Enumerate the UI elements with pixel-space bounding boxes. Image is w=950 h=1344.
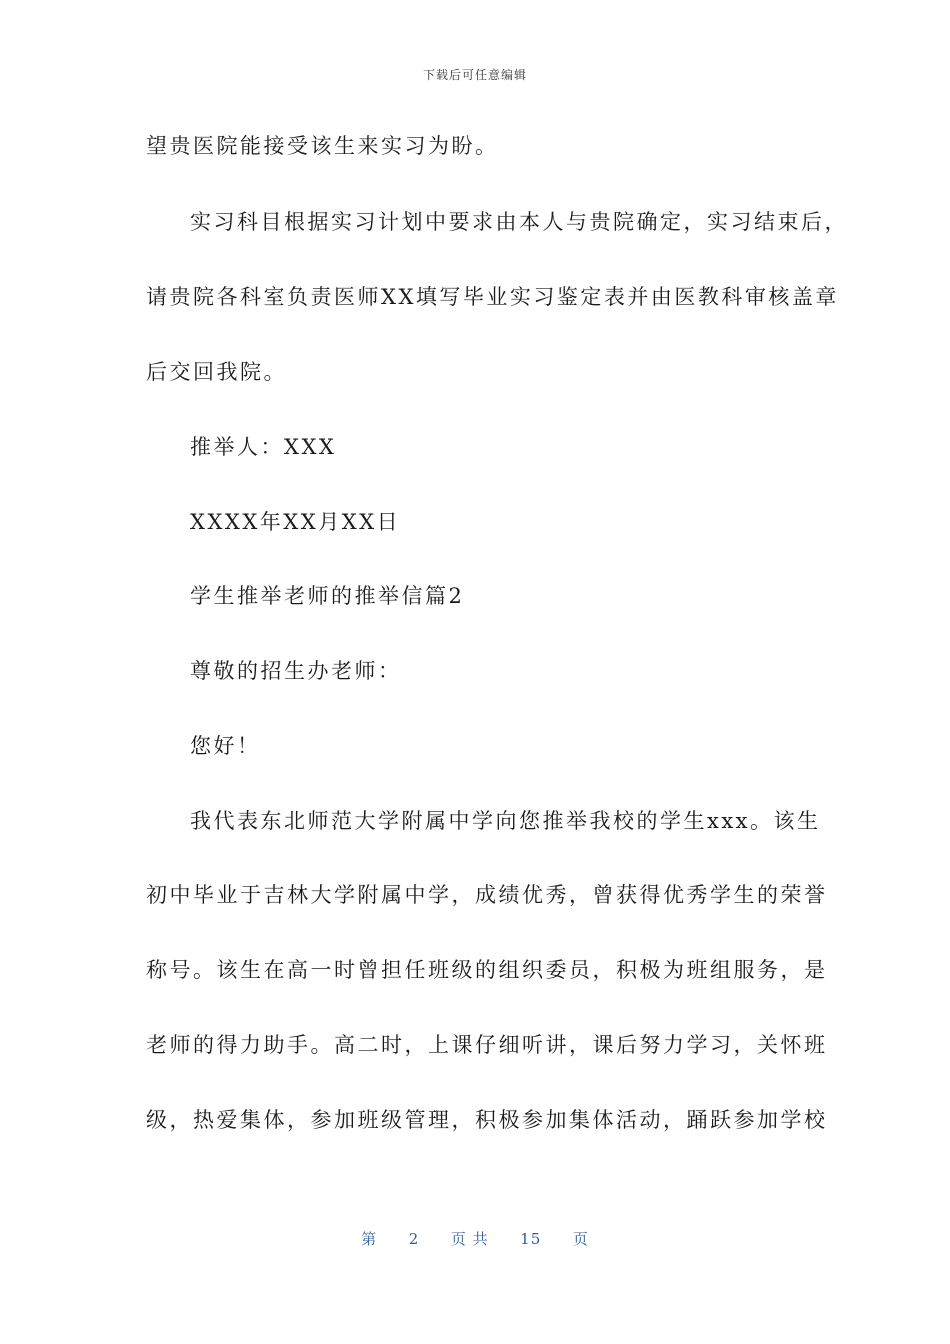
date-line: XXXX年XX月XX日 (190, 510, 401, 534)
text-line: 老师的得力助手。高二时，上课仔细听讲，课后努力学习，关怀班 (146, 1033, 828, 1057)
text-line: 我代表东北师范大学附属中学向您推举我校的学生xxx。该生 (190, 809, 821, 833)
text-line: 实习科目根据实习计划中要求由本人与贵院确定，实习结束后， (190, 210, 848, 234)
footer-page-number: 2 (408, 1230, 420, 1248)
page-footer (0, 1228, 950, 1249)
text-line: 望贵医院能接受该生来实习为盼。 (146, 134, 499, 158)
text-line: 级，热爱集体，参加班级管理，积极参加集体活动，踊跃参加学校 (146, 1108, 828, 1132)
footer-di: 第 (361, 1230, 378, 1248)
page-header-note: 下载后可任意编辑 (422, 68, 527, 82)
footer-ye-gong: 页 共 (450, 1230, 489, 1248)
footer-total-pages: 15 (520, 1230, 542, 1248)
text-line: 后交回我院。 (146, 360, 287, 384)
footer-ye: 页 (572, 1230, 589, 1248)
text-line: 初中毕业于吉林大学附属中学，成绩优秀，曾获得优秀学生的荣誉 (146, 883, 828, 907)
text-line: 称号。该生在高一时曾担任班级的组织委员，积极为班组服务，是 (146, 958, 828, 982)
salutation: 尊敬的招生办老师： (190, 659, 402, 683)
text-line: 请贵院各科室负责医师XX填写毕业实习鉴定表并由医教科审核盖章 (146, 285, 839, 309)
recommender-line: 推举人：XXX (190, 435, 337, 459)
section-title: 学生推举老师的推举信篇2 (190, 584, 465, 608)
greeting: 您好！ (190, 734, 261, 758)
